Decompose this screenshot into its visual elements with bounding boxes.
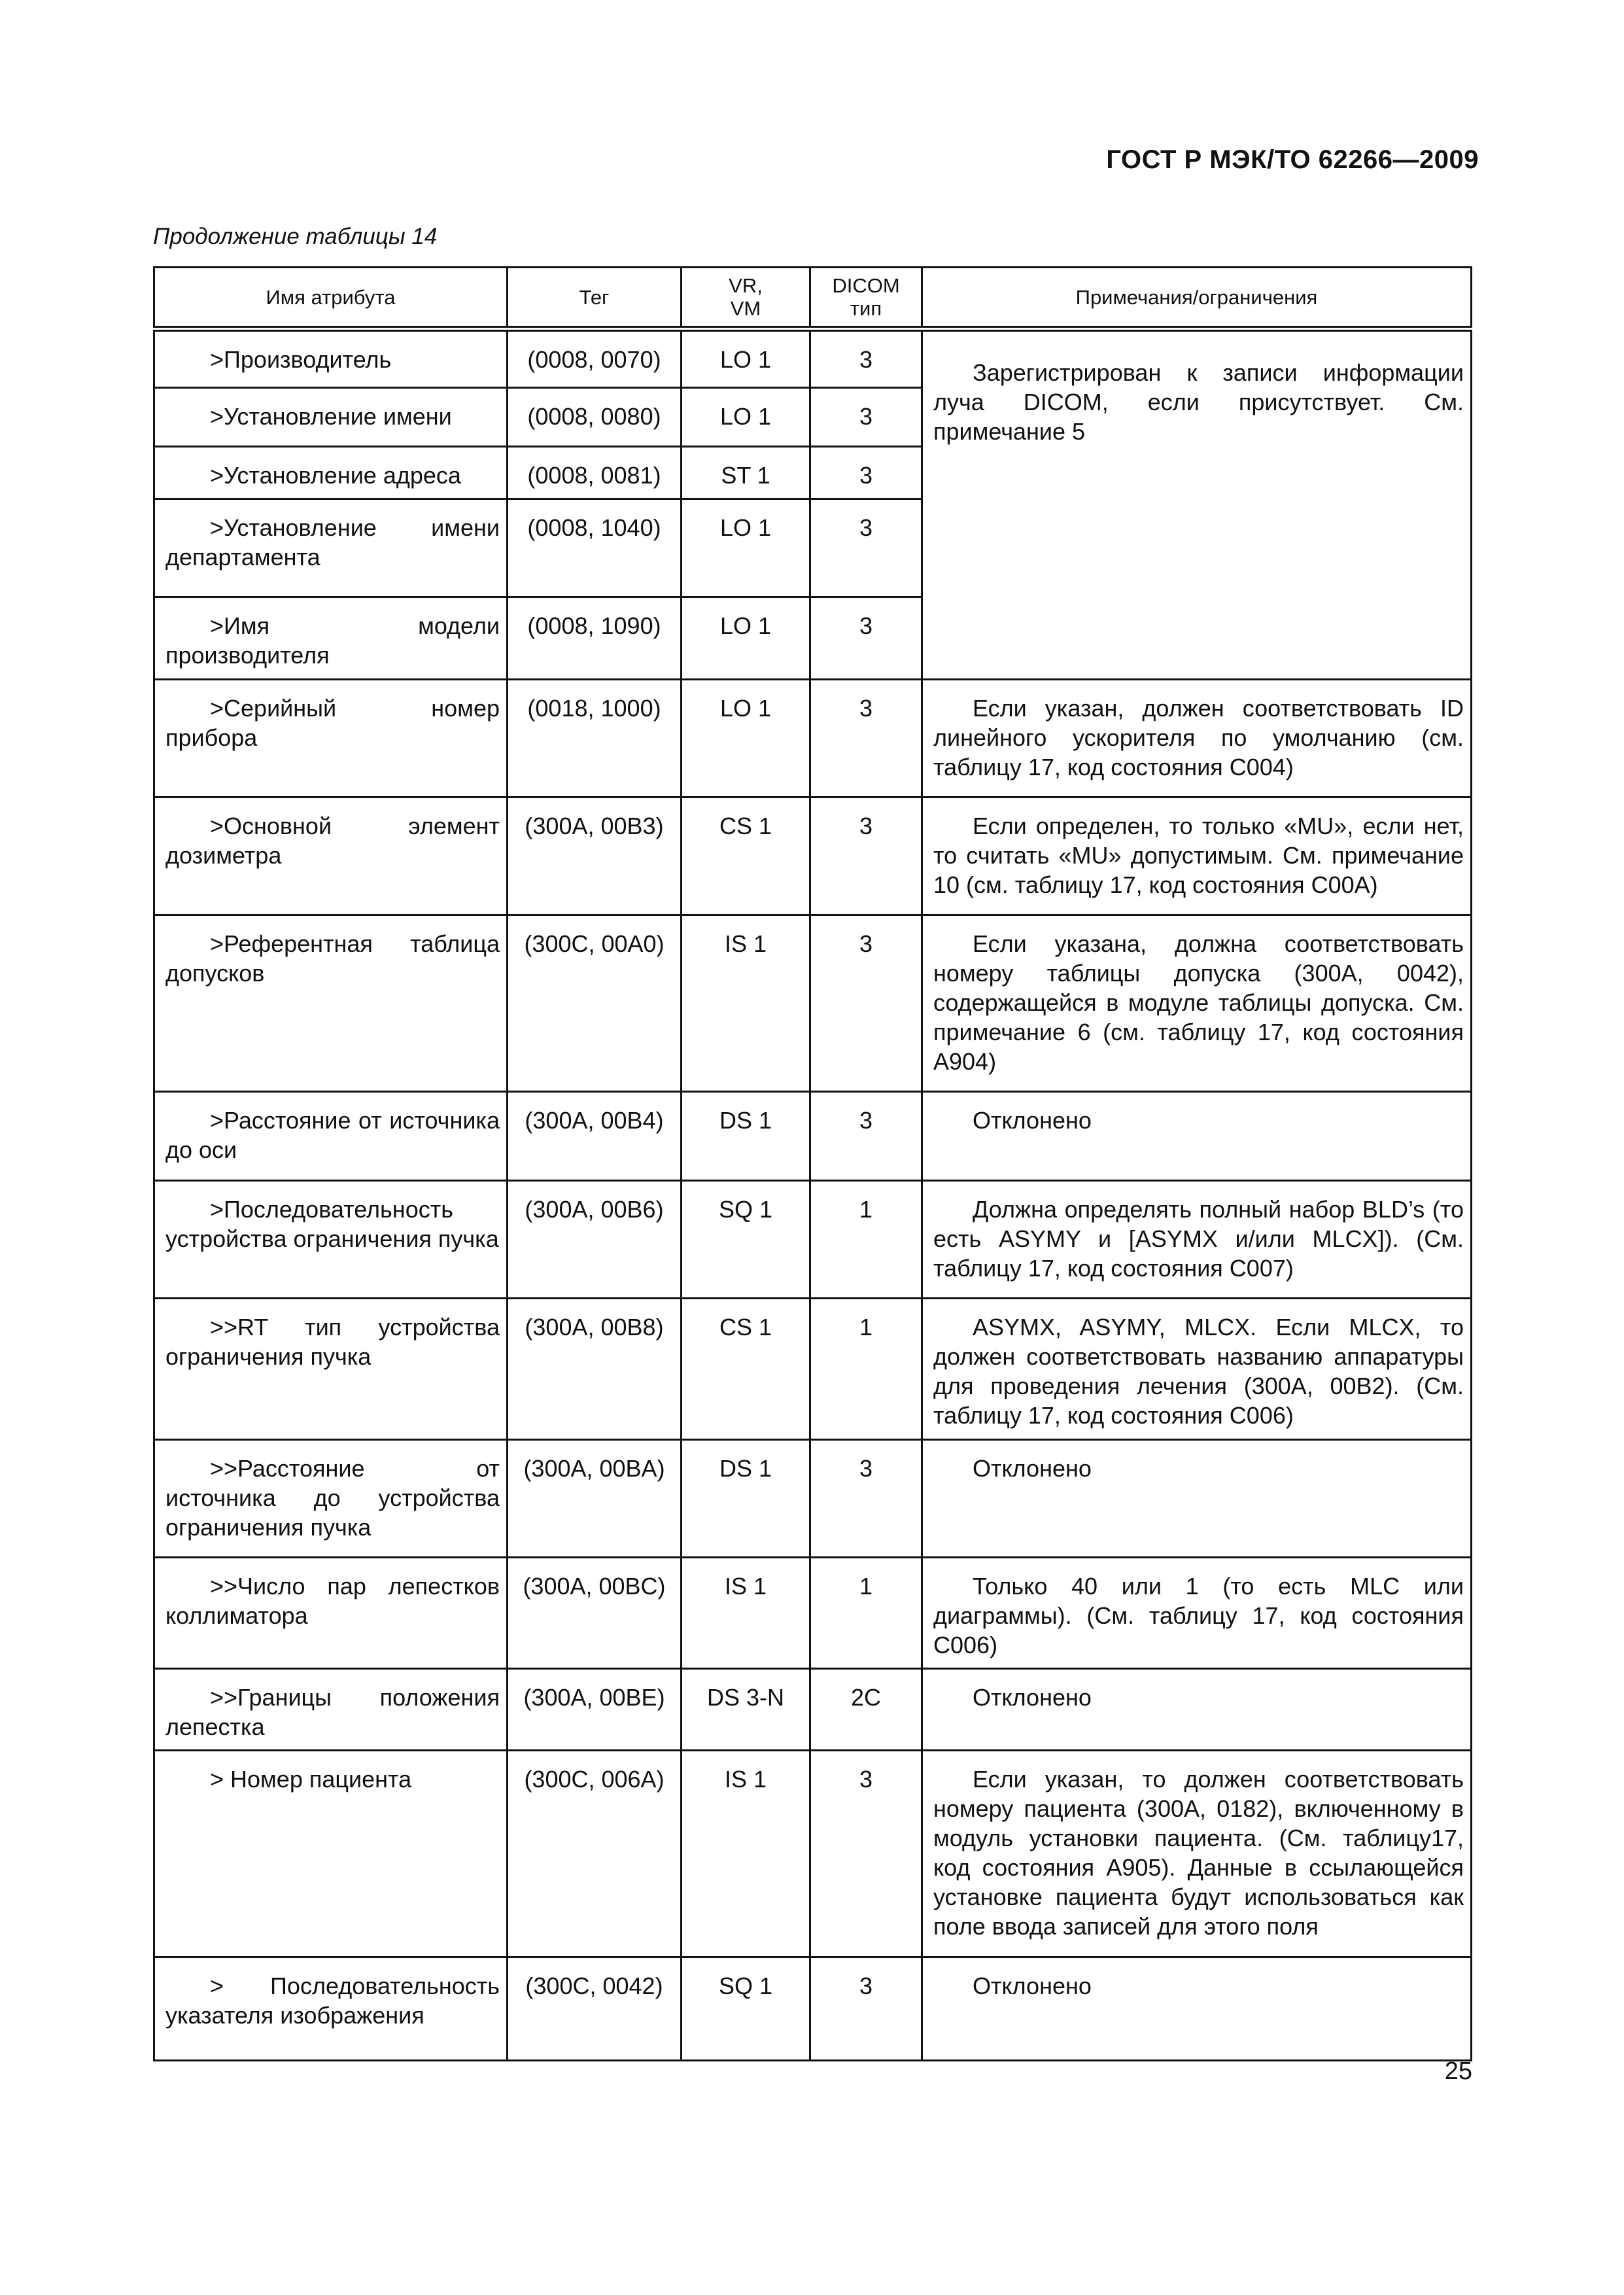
attribute-name-cell: >Расстояние от источника до оси (154, 1092, 508, 1181)
tag-cell: (0008, 0080) (508, 388, 682, 447)
vr-vm-cell: LO 1 (682, 680, 810, 797)
attribute-name-cell: >Установление имени (154, 388, 508, 447)
vr-vm-cell: SQ 1 (682, 1957, 810, 2061)
dicom-type-cell: 3 (810, 388, 922, 447)
header-attribute-name: Имя атрибута (154, 268, 508, 329)
notes-cell: Если указана, должна соответствовать номеру таблицы допуска (300A, 0042), содержащейся в модуле таблицы допуска. См. примечание 6 (см. таблицу 17, код состояния A904) (922, 915, 1472, 1092)
table-row (154, 1181, 1472, 1299)
tag-cell: (0008, 1090) (508, 597, 682, 680)
vr-vm-cell: ST 1 (682, 447, 810, 499)
notes-cell: Только 40 или 1 (то есть MLC или диаграммы). (См. таблицу 17, код состояния C006) (922, 1558, 1472, 1669)
dicom-type-cell: 1 (810, 1299, 922, 1440)
attribute-name-cell: >Основной элемент дозиметра (154, 797, 508, 915)
vr-vm-cell: IS 1 (682, 1558, 810, 1669)
document-header: ГОСТ Р МЭК/ТО 62266—2009 (1106, 145, 1479, 174)
tag-cell: (300A, 00BA) (508, 1440, 682, 1558)
attribute-name-cell: >>Расстояние от источника до устройства ограничения пучка (154, 1440, 508, 1558)
attribute-name-cell: >Установление адреса (154, 447, 508, 499)
tag-cell: (0008, 1040) (508, 499, 682, 597)
vr-vm-cell: LO 1 (682, 388, 810, 447)
notes-cell: Отклонено (922, 1957, 1472, 2061)
attributes-table (153, 266, 1472, 2061)
tag-cell: (300C, 006A) (508, 1751, 682, 1957)
vr-vm-cell: DS 1 (682, 1092, 810, 1181)
dicom-type-cell: 3 (810, 797, 922, 915)
table-row (154, 915, 1472, 1092)
dicom-type-cell: 2C (810, 1669, 922, 1751)
dicom-type-cell: 3 (810, 597, 922, 680)
tag-cell: (0008, 0070) (508, 329, 682, 388)
attribute-name-cell: >Производитель (154, 329, 508, 388)
dicom-type-cell: 3 (810, 329, 922, 388)
dicom-type-cell: 3 (810, 915, 922, 1092)
attribute-name-cell: > Последовательность указателя изображения (154, 1957, 508, 2061)
tag-cell: (300A, 00B3) (508, 797, 682, 915)
table-row (154, 1440, 1472, 1558)
dicom-type-cell: 1 (810, 1181, 922, 1299)
table-row (154, 680, 1472, 797)
tag-cell: (300A, 00B4) (508, 1092, 682, 1181)
table-row (154, 1299, 1472, 1440)
attribute-name-cell: >Последовательность устройства ограничения пучка (154, 1181, 508, 1299)
vr-vm-cell: SQ 1 (682, 1181, 810, 1299)
tag-cell: (0018, 1000) (508, 680, 682, 797)
tag-cell: (0008, 0081) (508, 447, 682, 499)
tag-cell: (300A, 00BE) (508, 1669, 682, 1751)
dicom-type-cell: 1 (810, 1558, 922, 1669)
table-row (154, 329, 1472, 388)
attribute-name-cell: >Референтная таблица допусков (154, 915, 508, 1092)
dicom-type-cell: 3 (810, 499, 922, 597)
table-row (154, 1558, 1472, 1669)
header-notes: Примечания/ограничения (922, 268, 1472, 329)
attribute-name-cell: > Номер пациента (154, 1751, 508, 1957)
notes-cell: Если указан, то должен соответствовать номеру пациента (300A, 0182), включенному в модуль установки пациента. (См. таблицу17, код состояния A905). Данные в ссылающейся установке пациента будут использоваться как поле ввода записей для этого поля (922, 1751, 1472, 1957)
table-header-row (154, 268, 1472, 329)
tag-cell: (300A, 00B8) (508, 1299, 682, 1440)
vr-vm-cell: LO 1 (682, 499, 810, 597)
table-row (154, 1092, 1472, 1181)
notes-cell: Отклонено (922, 1092, 1472, 1181)
dicom-type-cell: 3 (810, 447, 922, 499)
notes-cell: Отклонено (922, 1669, 1472, 1751)
dicom-type-cell: 3 (810, 680, 922, 797)
dicom-type-cell: 3 (810, 1440, 922, 1558)
tag-cell: (300A, 00BC) (508, 1558, 682, 1669)
dicom-type-cell: 3 (810, 1092, 922, 1181)
attribute-name-cell: >Серийный номер прибора (154, 680, 508, 797)
header-vr-vm: VR, VM (682, 268, 810, 329)
tag-cell: (300A, 00B6) (508, 1181, 682, 1299)
dicom-type-cell: 3 (810, 1751, 922, 1957)
header-tag: Тег (508, 268, 682, 329)
vr-vm-cell: CS 1 (682, 1299, 810, 1440)
vr-vm-cell: LO 1 (682, 329, 810, 388)
attribute-name-cell: >Имя модели производителя (154, 597, 508, 680)
notes-cell: Должна определять полный набор BLD’s (то есть ASYMY и [ASYMX и/или MLCX]). (См. таблицу 17, код состояния C007) (922, 1181, 1472, 1299)
vr-vm-cell: CS 1 (682, 797, 810, 915)
notes-cell: Если указан, должен соответствовать ID линейного ускорителя по умолчанию (см. таблицу 17, код состояния C004) (922, 680, 1472, 797)
vr-vm-cell: DS 3-N (682, 1669, 810, 1751)
attribute-name-cell: >>Число пар лепестков коллиматора (154, 1558, 508, 1669)
vr-vm-cell: IS 1 (682, 915, 810, 1092)
header-dicom-type: DICOM тип (810, 268, 922, 329)
tag-cell: (300C, 00A0) (508, 915, 682, 1092)
table-row (154, 797, 1472, 915)
vr-vm-cell: LO 1 (682, 597, 810, 680)
dicom-type-cell: 3 (810, 1957, 922, 2061)
notes-cell: Если определен, то только «MU», если нет, то считать «MU» допустимым. См. примечание 10 (см. таблицу 17, код состояния C00A) (922, 797, 1472, 915)
table-caption: Продолжение таблицы 14 (153, 224, 438, 249)
vr-vm-cell: DS 1 (682, 1440, 810, 1558)
vr-vm-cell: IS 1 (682, 1751, 810, 1957)
attribute-name-cell: >Установление имени департамента (154, 499, 508, 597)
notes-cell: Отклонено (922, 1440, 1472, 1558)
attribute-name-cell: >>Границы положения лепестка (154, 1669, 508, 1751)
tag-cell: (300C, 0042) (508, 1957, 682, 2061)
notes-cell: ASYMX, ASYMY, MLCX. Если MLCX, то должен соответствовать названию аппаратуры для проведения лечения (300A, 00B2). (См. таблицу 17, код состояния C006) (922, 1299, 1472, 1440)
merged-notes-cell: Зарегистрирован к записи информации луча DICOM, если присутствует. См. примечание 5 (922, 329, 1472, 680)
attribute-name-cell: >>RT тип устройства ограничения пучка (154, 1299, 508, 1440)
table-row (154, 1751, 1472, 1957)
table-row (154, 1957, 1472, 2061)
page-number: 25 (1444, 2058, 1472, 2085)
table-row (154, 1669, 1472, 1751)
